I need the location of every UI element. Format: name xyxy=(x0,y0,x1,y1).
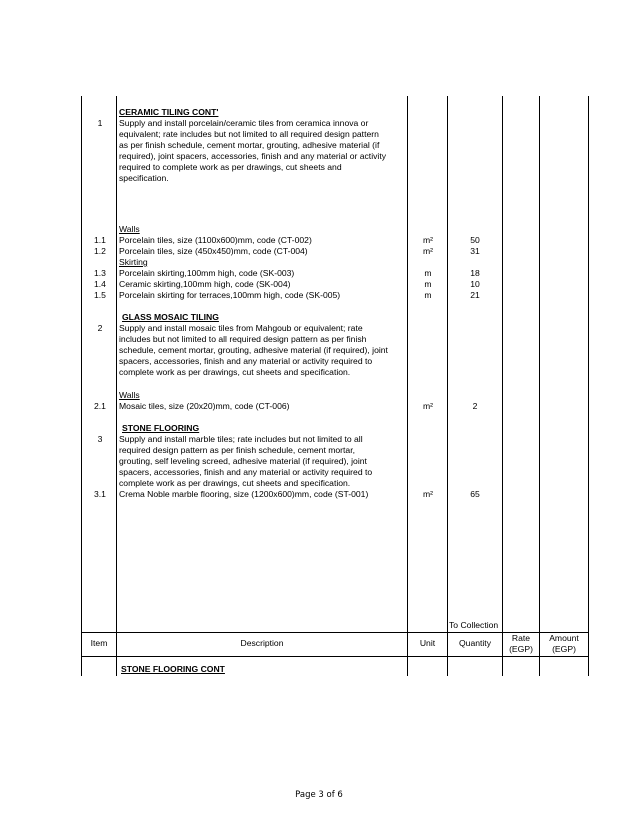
header-item: Item xyxy=(90,638,108,648)
header-amount: Amount xyxy=(549,633,579,643)
item-quantity: 18 xyxy=(470,268,480,278)
item-unit: m² xyxy=(422,246,434,256)
stone-desc-line: spacers, accessories, finish and any material or activity required to xyxy=(119,467,373,477)
mosaic-desc-line: complete work as per drawings, cut sheets and specification. xyxy=(119,367,351,377)
ceramic-desc-line: Supply and install porcelain/ceramic tiles from ceramica innova or xyxy=(119,118,369,128)
col-line-amount xyxy=(539,96,540,633)
header-rate-unit: (EGP) xyxy=(509,644,533,654)
item-unit: m xyxy=(424,290,432,300)
col-line-desc xyxy=(116,96,117,633)
item-unit: m xyxy=(424,268,432,278)
item-quantity: 2 xyxy=(472,401,478,411)
item-description: Porcelain skirting,100mm high, code (SK-003) xyxy=(119,268,295,278)
header-bottom-border xyxy=(81,656,589,657)
header-description: Description xyxy=(240,638,284,648)
section-heading-mosaic: GLASS MOSAIC TILING xyxy=(122,312,219,322)
item-unit: m xyxy=(424,279,432,289)
item-number: 2.1 xyxy=(94,401,106,411)
item-quantity: 10 xyxy=(470,279,480,289)
ceramic-desc-line: required), joint spacers, accessories, finish and any material or activity xyxy=(119,151,386,161)
item-quantity: 31 xyxy=(470,246,480,256)
col-line-desc-2 xyxy=(116,656,117,676)
mosaic-desc-line: spacers, accessories, finish and any material or activity required to xyxy=(119,356,373,366)
item-unit: m² xyxy=(422,489,434,499)
header-rate: Rate xyxy=(511,633,531,643)
item-description: Porcelain tiles, size (450x450)mm, code (CT-004) xyxy=(119,246,308,256)
item-number: 1.5 xyxy=(94,290,106,300)
item-description: Porcelain skirting for terraces,100mm high, code (SK-005) xyxy=(119,290,341,300)
col-line-left-2 xyxy=(81,656,82,676)
col-line-qty-2 xyxy=(447,656,448,676)
stone-desc-line: required design pattern as per finish schedule, cement mortar, xyxy=(119,445,355,455)
item-number: 1.4 xyxy=(94,279,106,289)
mosaic-desc-line: Supply and install mosaic tiles from Mahgoub or equivalent; rate xyxy=(119,323,363,333)
item-description: Mosaic tiles, size (20x20)mm, code (CT-006) xyxy=(119,401,290,411)
col-line-amount-2 xyxy=(539,656,540,676)
page-number: Page 3 of 6 xyxy=(295,790,343,800)
item-number: 1.2 xyxy=(94,246,106,256)
item-number: 1.1 xyxy=(94,235,106,245)
header-unit: Unit xyxy=(419,638,436,648)
item-description: Ceramic skirting,100mm high, code (SK-004) xyxy=(119,279,291,289)
ceramic-desc-line: required to complete work as per drawings, cut sheets and xyxy=(119,162,342,172)
col-line-unit-2 xyxy=(407,656,408,676)
col-line-rate xyxy=(502,96,503,633)
item-quantity: 21 xyxy=(470,290,480,300)
section-heading-stone: STONE FLOORING xyxy=(122,423,200,433)
section-heading-ceramic: CERAMIC TILING CONT' xyxy=(119,107,219,117)
section-number-ceramic: 1 xyxy=(97,118,103,128)
ceramic-walls-label: Walls xyxy=(119,224,140,234)
col-line-left xyxy=(81,96,82,633)
section-number-stone: 3 xyxy=(97,434,103,444)
item-quantity: 50 xyxy=(470,235,480,245)
item-unit: m² xyxy=(422,235,434,245)
ceramic-skirting-label: Skirting xyxy=(119,257,148,267)
col-line-qty xyxy=(447,96,448,633)
item-unit: m² xyxy=(422,401,434,411)
item-number: 1.3 xyxy=(94,268,106,278)
ceramic-desc-line: equivalent; rate includes but not limited to all required design pattern xyxy=(119,129,379,139)
stone-desc-line: grouting, self leveling screed, adhesive material (if required), joint xyxy=(119,456,367,466)
mosaic-desc-line: includes but not limited to all required design pattern as per finish xyxy=(119,334,367,344)
mosaic-desc-line: schedule, cement mortar, grouting, adhesive material (if required), joint xyxy=(119,345,388,355)
col-line-rate-2 xyxy=(502,656,503,676)
mosaic-walls-label: Walls xyxy=(119,390,140,400)
ceramic-desc-line: as per finish schedule, cement mortar, grouting, adhesive material (if xyxy=(119,140,380,150)
col-line-unit xyxy=(407,96,408,633)
item-quantity: 65 xyxy=(470,489,480,499)
stone-desc-line: complete work as per drawings, cut sheets and specification. xyxy=(119,478,351,488)
to-collection-label: To Collection xyxy=(449,620,499,630)
item-number: 3.1 xyxy=(94,489,106,499)
item-description: Crema Noble marble flooring, size (1200x600)mm, code (ST-001) xyxy=(119,489,369,499)
stone-desc-line: Supply and install marble tiles; rate includes but not limited to all xyxy=(119,434,363,444)
hdr-div-6 xyxy=(588,632,589,657)
col-line-right xyxy=(588,96,589,633)
section-heading-stone-cont: STONE FLOORING CONT xyxy=(121,664,225,674)
header-quantity: Quantity xyxy=(458,638,491,648)
item-description: Porcelain tiles, size (1100x600)mm, code (CT-002) xyxy=(119,235,312,245)
col-line-right-2 xyxy=(588,656,589,676)
section-number-mosaic: 2 xyxy=(97,323,103,333)
ceramic-desc-line: specification. xyxy=(119,173,169,183)
header-amount-unit: (EGP) xyxy=(552,644,576,654)
